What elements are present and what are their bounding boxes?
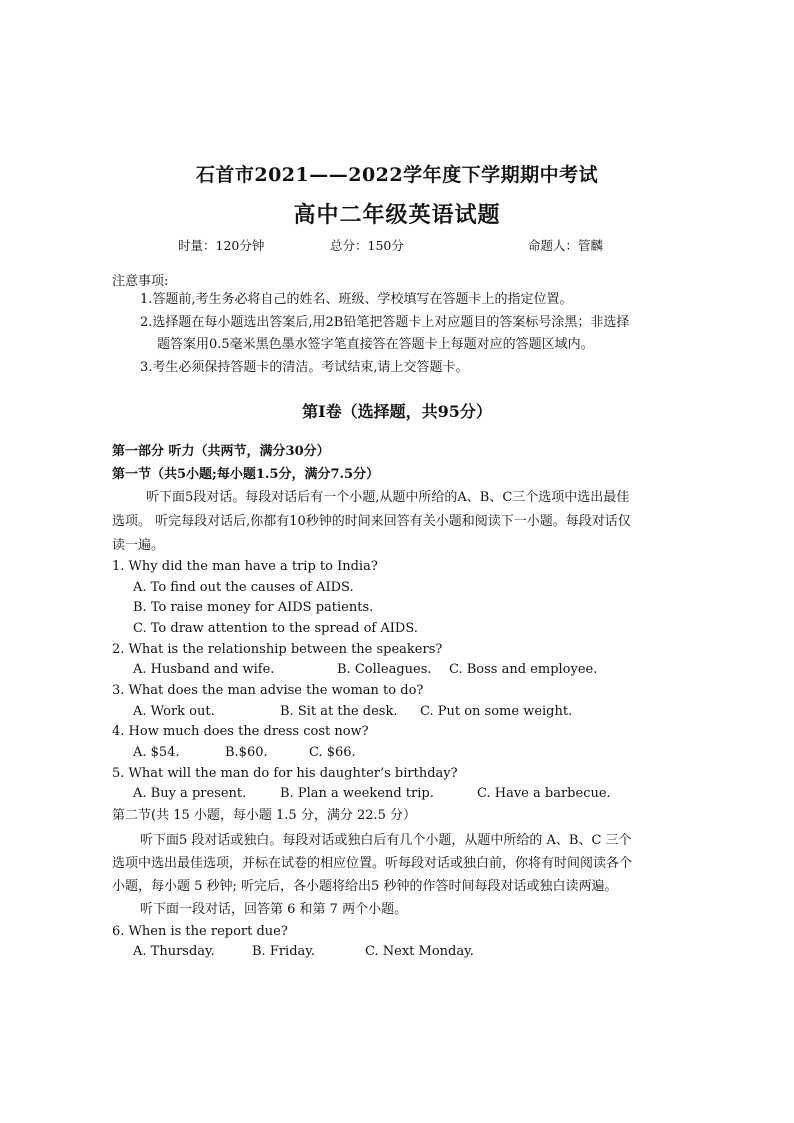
notes-heading: 注意事项:	[112, 274, 169, 289]
section2-instructions-4: 听下面一段对话，回答第 6 和第 7 两个小题。	[140, 902, 408, 917]
question-1: 1. Why did the man have a trip to India?	[112, 559, 378, 574]
section2-instructions-3: 小题，每小题 5 秒钟; 听完后，各小题将给出5 秒钟的作答时间每段对话或独白读两遍。	[112, 879, 618, 894]
exam-time: 时量：120分钟	[178, 238, 265, 253]
exam-subtitle: 高中二年级英语试题	[293, 202, 501, 228]
section1-instructions-1: 听下面5段对话。每段对话后有一个小题,从题中所给的A、B、C三个选项中选出最佳	[146, 490, 630, 505]
notes-item-1: 1.答题前,考生务必将自己的姓名、班级、学校填写在答题卡上的指定位置。	[140, 292, 573, 307]
exam-title: 石首市2021——2022学年度下学期期中考试	[195, 164, 599, 186]
question-1-option-b: B. To raise money for AIDS patients.	[133, 600, 374, 615]
question-6-option-a: A. Thursday.	[133, 944, 215, 959]
question-3: 3. What does the man advise the woman to do?	[112, 683, 424, 698]
section2-instructions-1: 听下面5 段对话或独白。每段对话或独白后有几个小题，从题中所给的 A、B、C 三个	[140, 833, 632, 848]
question-2-option-a: A. Husband and wife.	[133, 662, 275, 677]
notes-item-2: 2.选择题在每小题选出答案后,用2B铅笔把答题卡上对应题目的答案标号涂黑；非选择	[140, 315, 630, 330]
question-2: 2. What is the relationship between the speakers?	[112, 642, 443, 657]
notes-item-2-cont: 题答案用0.5毫米黑色墨水签字笔直接答在答题卡上每题对应的答题区域内。	[157, 337, 594, 352]
question-4-option-a: A. $54.	[133, 745, 180, 760]
question-5-option-b: B. Plan a weekend trip.	[280, 786, 434, 801]
question-2-option-b: B. Colleagues.	[337, 662, 432, 677]
question-4-option-c: C. $66.	[309, 745, 356, 760]
section1-title: 第一节（共5小题;每小题1.5分，满分7.5分）	[112, 467, 380, 482]
section1-instructions-2: 选项。 听完每段对话后,你都有10秒钟的时间来回答有关小题和阅读下一小题。每段对话仅	[112, 514, 631, 529]
question-6-option-b: B. Friday.	[252, 944, 316, 959]
question-3-option-b: B. Sit at the desk.	[280, 704, 398, 719]
exam-author: 命题人：管麟	[528, 238, 604, 253]
exam-total-score: 总分：150分	[330, 238, 404, 253]
question-2-option-c: C. Boss and employee.	[449, 662, 598, 677]
question-5: 5. What will the man do for his daughter’s birthday?	[112, 766, 458, 781]
section2-title: 第二节(共 15 小题，每小题 1.5 分，满分 22.5 分）	[112, 808, 417, 823]
question-5-option-c: C. Have a barbecue.	[477, 786, 611, 801]
part1-title: 第一部分 听力（共两节，满分30分）	[112, 444, 330, 459]
question-6-option-c: C. Next Monday.	[365, 944, 474, 959]
section1-instructions-3: 读一遍。	[112, 538, 165, 553]
question-3-option-a: A. Work out.	[133, 704, 215, 719]
question-3-option-c: C. Put on some weight.	[420, 704, 573, 719]
question-1-option-c: C. To draw attention to the spread of AIDS.	[133, 621, 418, 636]
question-5-option-a: A. Buy a present.	[133, 786, 247, 801]
notes-item-3: 3.考生必须保持答题卡的清洁。考试结束,请上交答题卡。	[140, 360, 469, 375]
question-6: 6. When is the report due?	[112, 924, 288, 939]
question-4-option-b: B.$60.	[225, 745, 268, 760]
section2-instructions-2: 选项中选出最佳选项，并标在试卷的相应位置。听每段对话或独白前，你将有时间阅读各个	[112, 856, 633, 871]
question-4: 4. How much does the dress cost now?	[112, 724, 369, 739]
volume-title: 第Ⅰ卷（选择题，共95分）	[302, 402, 492, 421]
question-1-option-a: A. To find out the causes of AIDS.	[133, 580, 354, 595]
